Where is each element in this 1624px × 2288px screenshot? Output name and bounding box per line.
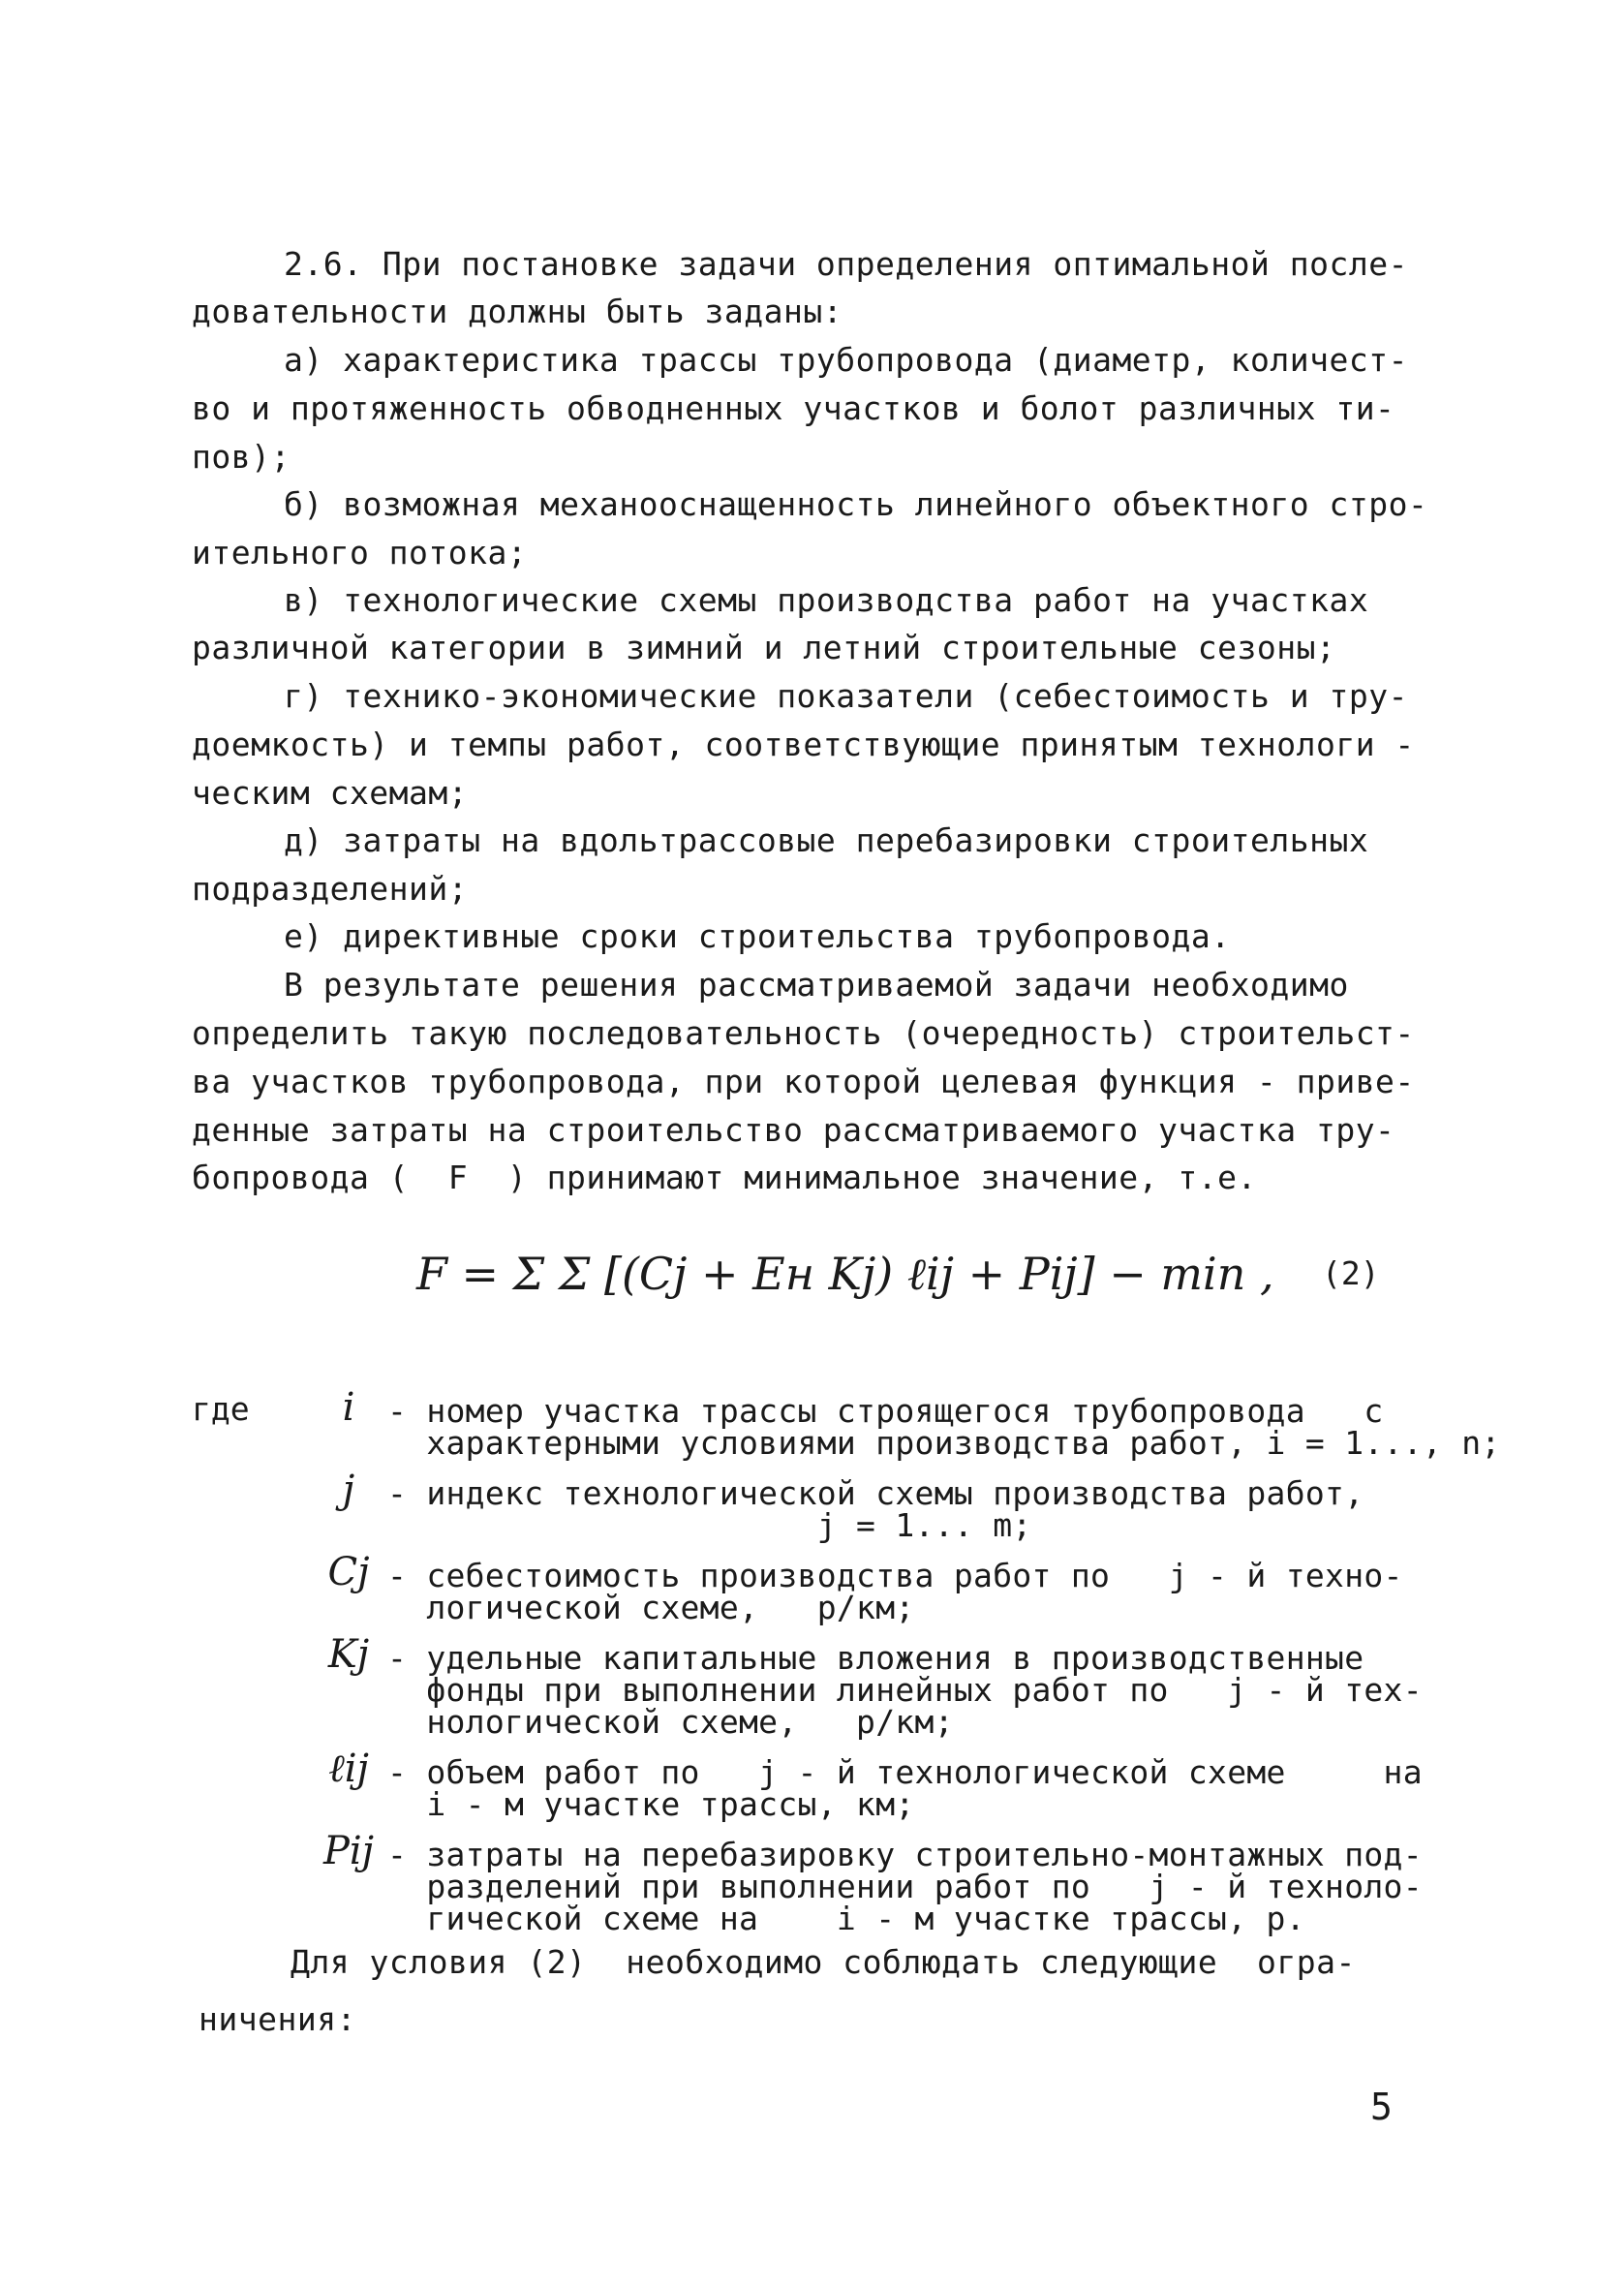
def-cj-line-2: логической схеме, р/км; [387,1589,915,1626]
item-a-line-2: во и протяженность обводненных участков и болот различных ти- [192,389,1395,427]
def-pij-line-2: разделений при выполнении работ по j - й техноло- [387,1868,1423,1905]
equation-number: (2) [1322,1254,1380,1292]
item-g-line-2: доемкость) и темпы работ, соответствующие принятым технологи - [192,726,1415,763]
def-lij-line-1: - объем работ по j - й технологической схеме на [387,1753,1423,1791]
symbol-cj: Cj [327,1550,370,1594]
def-j-line-2: j = 1... m; [387,1506,1032,1544]
item-v-line-2: различной категории в зимний и летний строительные сезоны; [192,629,1336,666]
def-kj-line-2: фонды при выполнении линейных работ по j - й тех- [387,1671,1423,1709]
result-line-1: В результате решения рассматриваемой задачи необходимо [284,966,1349,1004]
paragraph-2-6-line-1: 2.6. При постановке задачи определения оптимальной после- [284,245,1408,283]
closing-line-2: ничения: [199,2000,356,2038]
item-e-line-1: е) директивные сроки строительства трубопровода. [284,917,1231,955]
item-d-line-2: подразделений; [192,870,469,908]
def-i-line-2: характерными условиями производства работ, i = 1..., n; [387,1424,1501,1462]
closing-line-1: Для условия (2) необходимо соблюдать следующие огра- [291,1943,1356,1981]
def-kj-line-3: нологической схеме, р/км; [387,1703,954,1741]
item-g-line-3: ческим схемам; [192,774,469,812]
result-line-4: денные затраты на строительство рассматриваемого участка тру- [192,1111,1395,1149]
result-line-3: ва участков трубопровода, при которой целевая функция - приве- [192,1063,1415,1100]
symbol-i: i [342,1385,355,1430]
objective-formula: F = Σ Σ [(Cj + Eн Kj) ℓij + Pij] − min , [416,1248,1274,1300]
page-number: 5 [1370,2086,1393,2128]
item-d-line-1: д) затраты на вдольтрассовые перебазировки строительных [284,821,1369,859]
item-g-line-1: г) технико-экономические показатели (себестоимость и тру- [284,677,1408,715]
item-a-line-1: а) характеристика трассы трубопровода (диаметр, количест- [284,341,1408,379]
item-a-line-3: пов); [192,438,291,476]
def-pij-line-1: - затраты на перебазировку строительно-монтажных под- [387,1836,1423,1873]
def-j-line-1: - индекс технологической схемы производства работ, [387,1474,1364,1512]
def-pij-line-3: гической схеме на i - м участке трассы, р. [387,1900,1305,1937]
item-b-line-1: б) возможная механооснащенность линейного объектного стро- [284,485,1428,523]
where-label: где [192,1390,250,1428]
def-cj-line-1: - себестоимость производства работ по j - й техно- [387,1557,1403,1594]
symbol-j: j [342,1468,355,1512]
result-line-2: определить такую последовательность (очередность) строительст- [192,1014,1415,1052]
symbol-pij: Pij [322,1829,375,1873]
def-i-line-1: - номер участка трассы строящегося трубопровода с [387,1392,1384,1430]
def-kj-line-1: - удельные капитальные вложения в производственные [387,1639,1364,1677]
item-v-line-1: в) технологические схемы производства работ на участках [284,581,1369,619]
item-b-line-2: ительного потока; [192,534,528,572]
symbol-kj: Kj [327,1632,370,1677]
paragraph-2-6-line-2: довательности должны быть заданы: [192,293,843,330]
def-lij-line-2: i - м участке трассы, км; [387,1785,915,1823]
symbol-lij: ℓij [328,1747,369,1791]
result-line-5: бопровода ( F ) принимают минимальное значение, т.е. [192,1159,1257,1196]
